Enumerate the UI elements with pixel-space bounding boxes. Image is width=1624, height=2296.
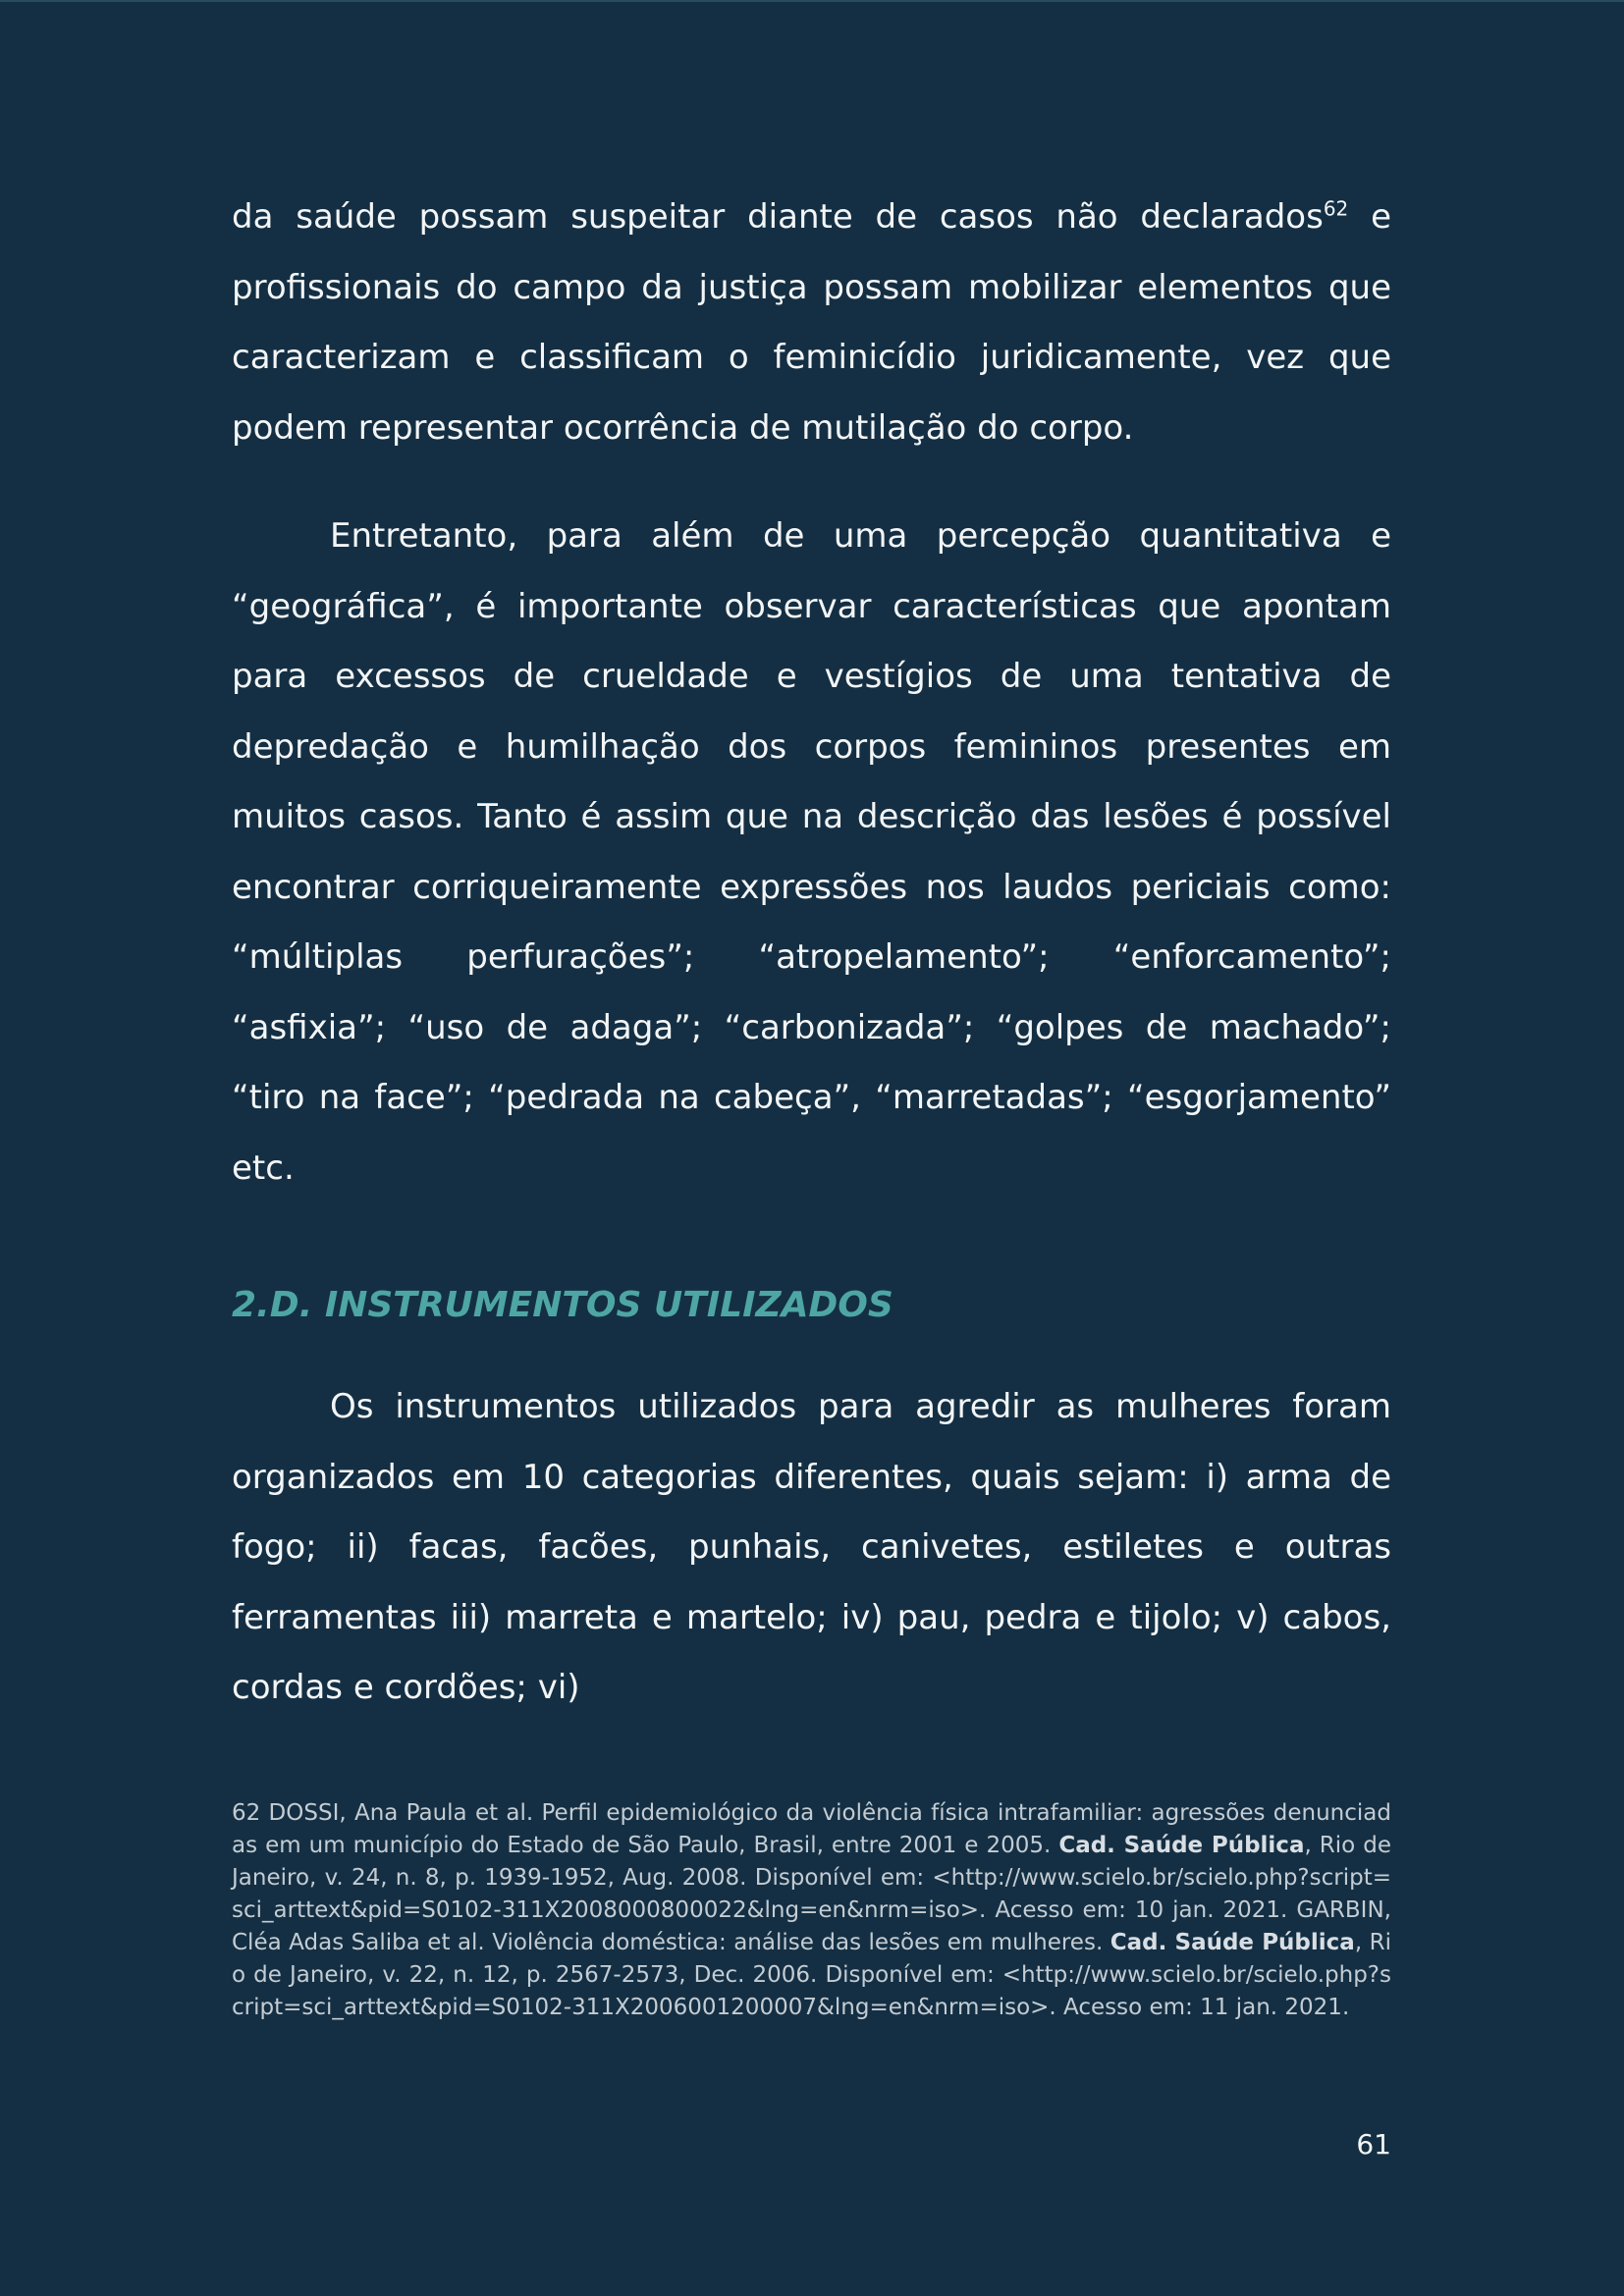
footnote-text-part-2: , Rio de Janeiro, v. 24, n. 8, p. 1939-1952, Aug. 2008. Disponível em: <http://www.scielo.br/scielo.php?script=sci_arttext&pid=S0102-311X2008000800022&lng=en&nrm=iso>. Acesso em: 10 jan. 2021. GARBIN, Cléa Adas Saliba et al. Violência doméstica: análise das lesões em mulheres.	[232, 1833, 1391, 1955]
body-paragraph-1	[232, 183, 1391, 463]
footnote-reference-62[interactable]: 62	[1323, 196, 1349, 221]
paragraph-3-text: Os instrumentos utilizados para agredir as mulheres foram organizados em 10 categorias diferentes, quais sejam: i) arma de fogo; ii) facas, facões, punhais, canivetes, estiletes e outras ferramentas iii) marreta e martelo; iv) pau, pedra e tijolo; v) cabos, cordas e cordões; vi)	[232, 1387, 1391, 1707]
section-heading: 2.D. INSTRUMENTOS UTILIZADOS	[232, 1285, 893, 1325]
top-border-line	[0, 0, 1624, 2]
footnote-journal-2: Cad. Saúde Pública	[1110, 1930, 1355, 1955]
body-paragraph-3	[232, 1372, 1391, 1724]
body-paragraph-2	[232, 502, 1391, 1203]
footnote-text-part-1: 62 DOSSI, Ana Paula et al. Perfil epidemiológico da violência física intrafamiliar: agressões denunciadas em um município do Estado de São Paulo, Brasil, entre 2001 e 2005.	[232, 1800, 1391, 1858]
footnote-62	[232, 1797, 1391, 2024]
paragraph-2-text: Entretanto, para além de uma percepção quantitativa e “geográfica”, é importante observar características que apontam para excessos de crueldade e vestígios de uma tentativa de depredação e humilhação dos corpos femininos presentes em muitos casos. Tanto é assim que na descrição das lesões é possível encontrar corriqueiramente expressões nos laudos periciais como: “múltiplas perfurações”; “atropelamento”; “enforcamento”; “asfixia”; “uso de adaga”; “carbonizada”; “golpes de machado”; “tiro na face”; “pedrada na cabeça”, “marretadas”; “esgorjamento” etc.	[232, 516, 1391, 1188]
page-number: 61	[1356, 2128, 1391, 2161]
footnote-text-part-3: , Rio de Janeiro, v. 22, n. 12, p. 2567-2573, Dec. 2006. Disponível em: <http://www.scielo.br/scielo.php?script=sci_arttext&pid=S0102-311X2006001200007&lng=en&nrm=iso>. Acesso em: 11 jan. 2021.	[232, 1930, 1391, 2020]
paragraph-1-text-start: da saúde possam suspeitar diante de casos não declarados	[232, 197, 1324, 237]
footnote-journal-1: Cad. Saúde Pública	[1058, 1833, 1305, 1858]
paragraph-1-text-end: e profissionais do campo da justiça possam mobilizar elementos que caracterizam e classificam o feminicídio juridicamente, vez que podem representar ocorrência de mutilação do corpo.	[232, 197, 1391, 448]
